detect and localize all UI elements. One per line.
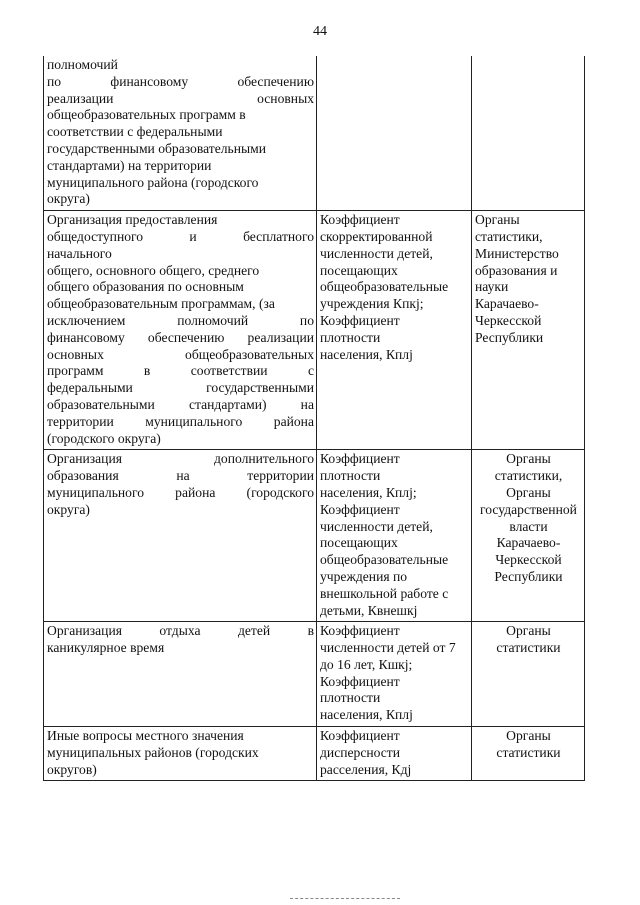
page-number: 44 [313, 24, 327, 39]
function-cell [44, 450, 317, 622]
coefficient-text-line: населения, Кплj [320, 346, 413, 362]
source-cell [472, 727, 585, 781]
table-row [44, 450, 585, 622]
function-cell [44, 56, 317, 211]
function-text-line: по финансовому обеспечению [47, 73, 314, 89]
coefficient-text-line: учреждения Кпкj; [320, 296, 424, 312]
coefficient-text-line: расселения, Кдj [320, 761, 412, 777]
coefficient-text-line: численности детей, [320, 245, 433, 261]
coefficient-text-line: посещающих [320, 262, 398, 278]
source-text-line: Карачаево- [475, 296, 539, 312]
table-row [44, 211, 585, 450]
function-text-line: образовательными стандартами) на [47, 396, 314, 412]
source-text-line: Республики [494, 568, 563, 584]
coefficient-cell [317, 56, 472, 211]
coefficient-text-line: до 16 лет, Кшкj; [320, 656, 413, 672]
coefficient-text-line: учреждения по [320, 568, 408, 584]
source-text-line: Органы [506, 728, 551, 744]
coefficient-text-line: посещающих [320, 535, 398, 551]
function-text-line: округов) [47, 761, 97, 777]
page-bottom-rule [290, 898, 400, 900]
table-row [44, 56, 585, 211]
source-text-line: статистики, [475, 228, 543, 244]
coefficient-text-line: Коэффициент [320, 501, 400, 517]
function-text-line: Иные вопросы местного значения [47, 728, 244, 744]
function-cell [44, 622, 317, 727]
source-text-line: власти [509, 518, 548, 534]
function-text-line: финансовому обеспечению реализации [47, 329, 314, 345]
function-text-line: общеобразовательных программ в [47, 107, 246, 123]
function-text-line: каникулярное время [47, 640, 165, 656]
source-text-line: Органы [506, 623, 551, 639]
source-text-line: Органы [475, 212, 520, 228]
function-text-line: Организация дополнительного [47, 451, 314, 467]
table-row [44, 622, 585, 727]
coefficient-cell [317, 450, 472, 622]
coefficient-text-line: Коэффициент [320, 728, 400, 744]
coefficient-text-line: численности детей, [320, 518, 433, 534]
function-text-line: (городского округа) [47, 430, 161, 446]
coefficient-text-line: общеобразовательные [320, 552, 449, 568]
source-cell [472, 211, 585, 450]
function-text-line: муниципальных районов (городских [47, 744, 259, 760]
coefficient-text-line: детьми, Квнешкj [320, 602, 418, 618]
source-text-line: Органы [506, 484, 551, 500]
coefficient-cell [317, 727, 472, 781]
coefficient-text-line: плотности [320, 468, 381, 484]
source-text-line: Карачаево- [496, 535, 561, 551]
coefficient-text-line: Коэффициент [320, 212, 400, 228]
source-text-line: Черкесской [475, 312, 542, 328]
coefficient-text-line: плотности [320, 329, 381, 345]
function-text-line: программ в соответствии с [47, 363, 314, 379]
source-text-line: Министерство [475, 245, 559, 261]
coefficient-text-line: населения, Кплj [320, 707, 413, 723]
source-cell [472, 450, 585, 622]
source-text-line: Республики [475, 329, 544, 345]
function-text-line: Организация предоставления [47, 212, 218, 228]
coefficient-text-line: населения, Кплj; [320, 484, 417, 500]
source-text-line: Органы [506, 451, 551, 467]
function-text-line: начального [47, 245, 112, 261]
function-text-line: территории муниципального района [47, 413, 314, 429]
coefficient-text-line: общеобразовательные [320, 279, 449, 295]
function-text-line: округа) [47, 191, 90, 207]
function-text-line: федеральными государственными [47, 380, 314, 396]
coefficient-text-line: Коэффициент [320, 673, 400, 689]
function-text-line: реализации основных [47, 90, 314, 106]
source-text-line: статистики [496, 640, 561, 656]
coefficient-cell [317, 622, 472, 727]
function-text-line: основных общеобразовательных [47, 346, 314, 362]
coefficient-cell [317, 211, 472, 450]
function-text-line: округа) [47, 501, 90, 517]
function-text-line: соответствии с федеральными [47, 124, 223, 140]
coefficient-text-line: Коэффициент [320, 312, 400, 328]
coefficient-text-line: плотности [320, 690, 381, 706]
function-text-line: общедоступного и бесплатного [47, 228, 314, 244]
function-text-line: муниципального района (городского [47, 174, 259, 190]
function-text-line: исключением полномочий по [47, 312, 314, 328]
source-cell [472, 622, 585, 727]
function-text-line: общеобразовательным программам, (за [47, 296, 275, 312]
coefficient-text-line: скорректированной [320, 228, 433, 244]
source-text-line: образования и [475, 262, 558, 278]
coefficient-text-line: Коэффициент [320, 451, 400, 467]
table-body [44, 56, 585, 781]
source-text-line: науки [475, 279, 509, 295]
coefficient-text-line: Коэффициент [320, 623, 400, 639]
function-text-line: стандартами) на территории [47, 157, 212, 173]
source-text-line: государственной [480, 501, 577, 517]
source-text-line: статистики [496, 744, 561, 760]
function-text-line: общего образования по основным [47, 279, 244, 295]
function-cell [44, 211, 317, 450]
coefficient-text-line: внешкольной работе с [320, 585, 449, 601]
source-text-line: Черкесской [495, 552, 562, 568]
coefficient-text-line: дисперсности [320, 744, 401, 760]
function-text-line: полномочий [47, 57, 118, 72]
function-cell [44, 727, 317, 781]
coefficient-text-line: численности детей от 7 [320, 640, 456, 656]
function-text-line: муниципального района (городского [47, 484, 314, 500]
function-text-line: Организация отдыха детей в [47, 623, 314, 639]
source-cell [472, 56, 585, 211]
function-text-line: государственными образовательными [47, 140, 267, 156]
indicators-table [43, 56, 585, 781]
function-text-line: образования на территории [47, 468, 314, 484]
source-text-line: статистики, [494, 468, 563, 484]
function-text-line: общего, основного общего, среднего [47, 262, 260, 278]
table-row [44, 727, 585, 781]
